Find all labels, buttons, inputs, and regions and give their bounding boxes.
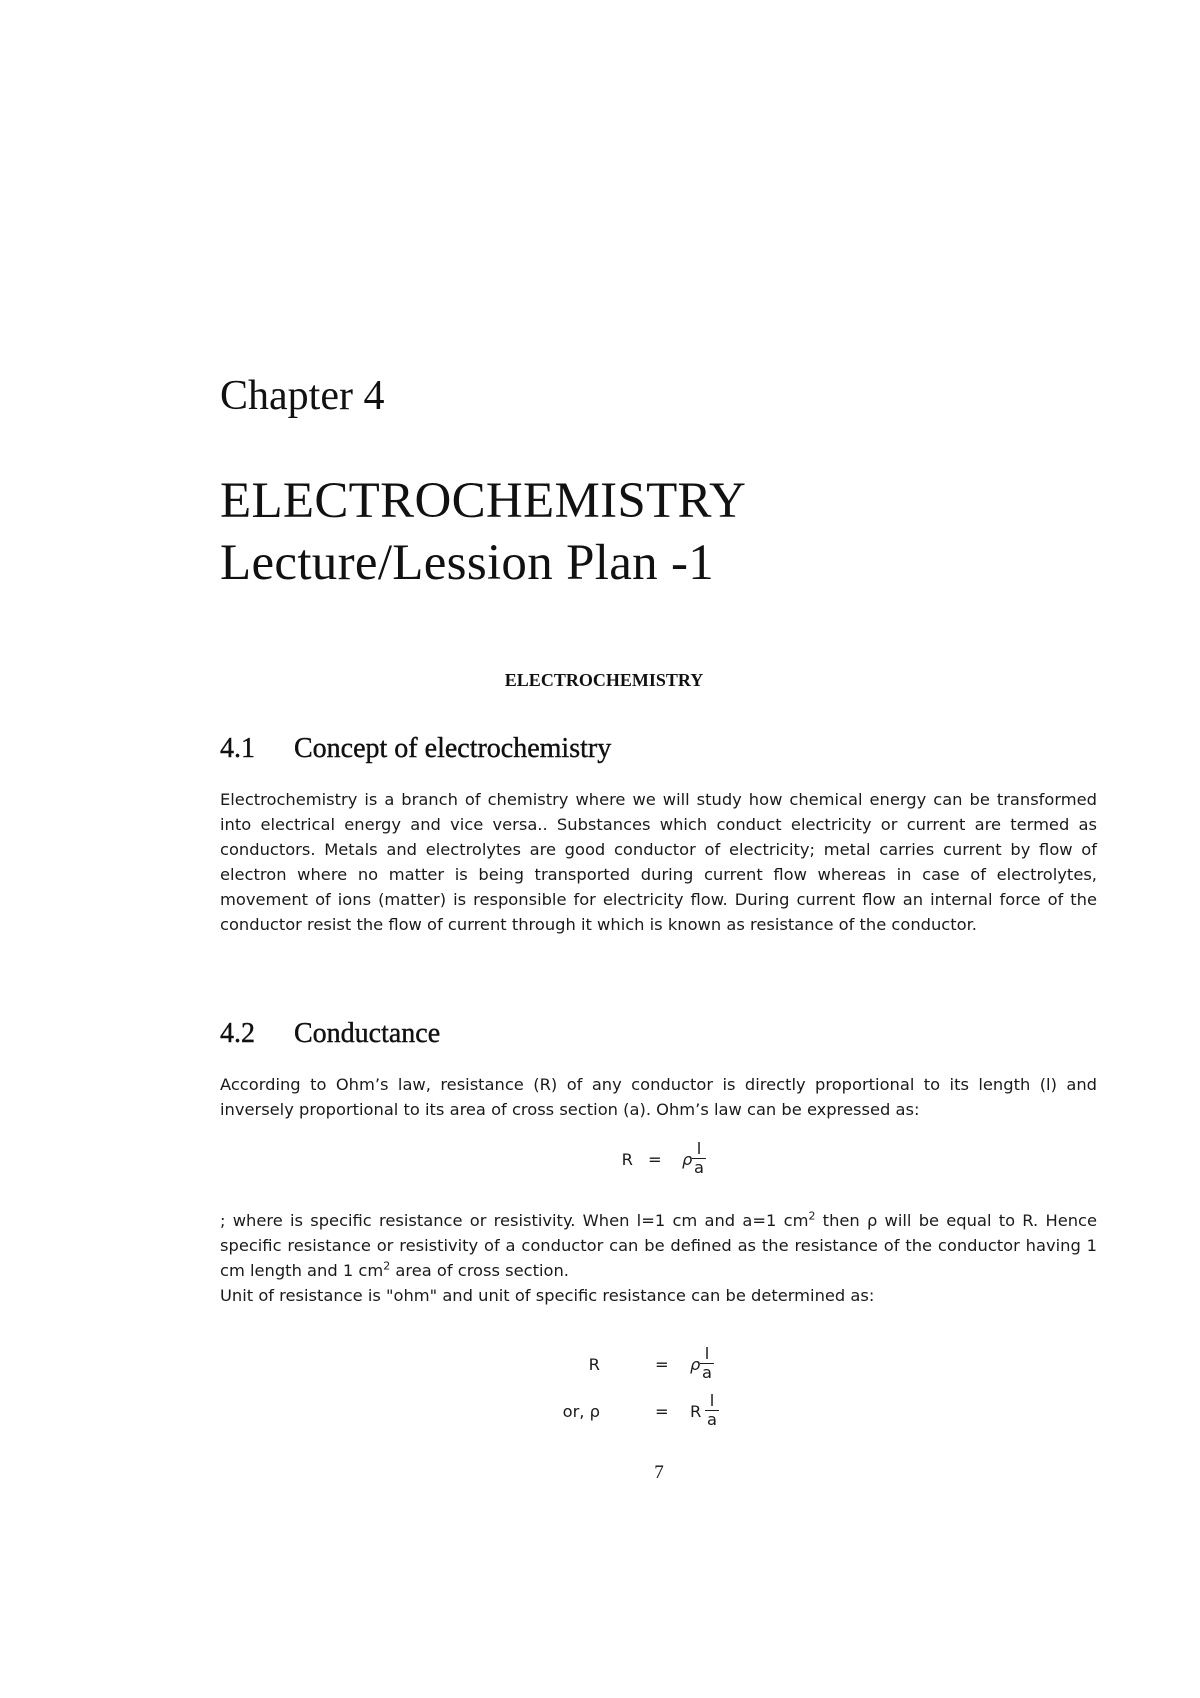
equation-coefficient: ρ [690,1355,701,1374]
fraction-numerator: l [700,1345,714,1364]
equation-operator: = [655,1402,669,1421]
unit-text: Unit of resistance is "ohm" and unit of specific resistance can be determined as: [220,1286,875,1305]
chapter-title [220,470,746,594]
equation-operator: = [655,1355,669,1374]
note-superscript: 2 [383,1259,391,1273]
section-title: Concept of electrochemistry [294,733,612,764]
section-heading-conductance [220,1018,440,1050]
equation-ohms-law [600,1140,720,1180]
equation-operator: = [648,1150,662,1169]
section-heading-concept [220,733,611,765]
note-superscript: 2 [808,1209,816,1223]
chapter-label: Chapter 4 [220,373,385,419]
chapter-title-line-2: Lecture/Lession Plan -1 [220,535,715,591]
section-body-conductance: According to Ohm’s law, resistance (R) of any conductor is directly proportional to its length (l) and inversely proportional to its area of cross section (a). Ohm’s law can be expressed as: [220,1075,1097,1119]
resistivity-note [220,1208,1097,1283]
equation-row [560,1345,740,1385]
equation-fraction [705,1392,719,1429]
section-title: Conductance [294,1018,441,1049]
fraction-denominator: a [694,1158,704,1177]
note-text: ; where is specific resistance or resistivity. When l=1 cm and a=1 cm [220,1211,809,1230]
note-text: area of cross section. [390,1261,569,1280]
section-caption: ELECTROCHEMISTRY [504,670,704,690]
section-number: 4.2 [220,1018,255,1049]
equation-coefficient: R [690,1402,702,1421]
note-text: then ρ will be equal to R. Hence specific resistance or resistivity of a conductor can be defined as the resistance of the conductor having 1 cm length and 1 cm [220,1211,1098,1280]
fraction-denominator: a [702,1363,712,1382]
chapter-title-line-1: ELECTROCHEMISTRY [220,473,747,529]
equation-lhs: R [588,1355,600,1374]
page-number: 7 [654,1462,664,1483]
equation-lhs: R [621,1150,633,1169]
fraction-numerator: l [692,1140,706,1159]
equation-lhs: or, ρ [562,1402,600,1421]
section-number: 4.1 [220,733,255,764]
equation-fraction [700,1345,714,1382]
equation-coefficient: ρ [682,1150,693,1169]
fraction-numerator: l [705,1392,719,1411]
section-body-concept: Electrochemistry is a branch of chemistry where we will study how chemical energy can be transformed into electrical energy and vice versa.. Substances which conduct electricity or current are termed as conductors. Metals and electrolytes are good conductor of electricity; metal carries current by flow of electron where no matter is being transported during current flow whereas in case of electrolytes, movement of ions (matter) is responsible for electricity flow. During current flow an internal force of the conductor resist the flow of current through it which is known as resistance of the conductor. [220,790,1097,934]
fraction-denominator: a [707,1410,717,1429]
equation-row [560,1392,740,1432]
equation-resistivity-derivation [560,1345,740,1445]
equation-fraction [692,1140,706,1177]
